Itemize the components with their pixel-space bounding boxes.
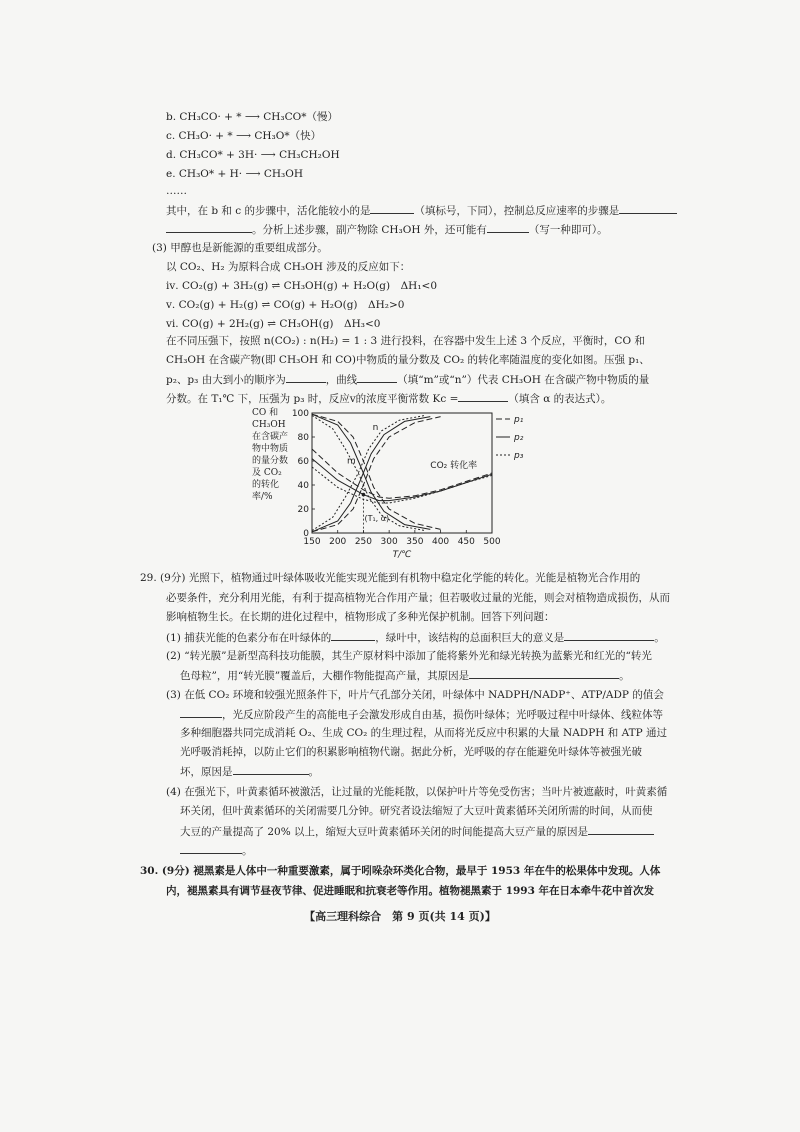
curve-label-m: m [346,456,356,467]
q29-head: 29. (9分) 光照下，植物通过叶绿体吸收光能实现光能到有机物中稳定化学能的转化。光能是植物光合作用的 [140,572,641,584]
y-tick-label: 60 [297,457,309,467]
q3-para-4 [166,391,611,406]
y-tick-label: 20 [297,505,309,515]
ellipsis: …… [166,185,187,197]
answer-blank [588,824,654,835]
q3-para-1: 在不同压强下，按照 n(CO₂) : n(H₂) = 1 : 3 进行投料，在容器中发生上述 3 个反应，平衡时，CO 和 [166,335,645,347]
answer-blank [458,391,508,402]
q29-sub3-c: 多种细胞器共同完成消耗 O₂、生成 CO₂ 的生理过程，从而将光反应中积累的大量 NADPH 和 ATP 通过 [180,727,668,739]
q29-sub3-b [180,707,663,722]
series-line [312,414,430,529]
period: 。 [242,845,253,857]
y-tick-label: 80 [297,433,309,443]
q2-text-b: （填标号，下同），控制总反应速率的步骤是 [414,205,620,217]
legend-label: p₂ [514,433,524,443]
q29-sub2-b [180,668,630,683]
y-tick-label: 100 [291,409,309,419]
q29-4-text-c: 大豆的产量提高了 20% 以上，缩短大豆叶黄素循环关闭的时间能提高大豆产量的原因是 [180,826,589,838]
q3-text-a: p₂、p₃ 由大到小的顺序为 [166,374,286,386]
period: 。 [654,632,665,644]
q29-sub4-d [180,843,253,858]
step-d: d. CH₃CO* + 3H· ⟶ CH₃CH₂OH [166,149,340,161]
answer-blank [469,668,619,679]
q29-3-text-b: ，光反应阶段产生的高能电子会激发形成自由基，损伤叶绿体；光呼吸过程中叶绿体、线粒体等 [222,709,663,721]
q29-sub3-e [180,764,319,779]
q29-3-text-e: 坏，原因是 [180,766,233,778]
answer-blank [370,203,414,214]
x-tick-label: 250 [354,537,373,547]
q3-text-b: ，曲线 [325,374,358,386]
answer-blank [180,707,222,718]
q29-line2: 必要条件，充分利用光能，有利于提高植物光合作用产量；但若吸收过量的光能，则会对植物造成损伤，从而 [166,592,670,604]
x-tick-label: 500 [483,537,501,547]
q30-line2: 内，褪黑素具有调节昼夜节律、促进睡眠和抗衰老等作用。植物褪黑素于 1993 年在日本牵牛花中首次发 [166,885,655,897]
q29-sub4-a: (4) 在强光下，叶黄素循环被激活，让过量的光能耗散，以保护叶片等免受伤害；当叶片被遮蔽时，叶黄素循 [166,786,668,798]
series-line [312,449,492,498]
x-tick-label: 450 [457,537,475,547]
q29-sub4-b: 环关闭，但叶黄素循环的关闭需要几分钟。研究者设法缩短了大豆叶黄素循环关闭所需的时间，从而使 [180,805,653,817]
step-e: e. CH₃O* + H· ⟶ CH₃OH [166,168,304,180]
q29-sub2-a: (2) “转光膜”是新型高科技功能膜，其生产原材料中添加了能将紫外光和绿光转换为蓝紫光和红光的“转光 [166,650,652,662]
answer-blank [286,372,326,383]
q29-sub1 [166,630,665,645]
q3-text-d: 分数。在 T₁℃ 下，压强为 p₃ 时，反应ⅴ的浓度平衡常数 Kc = [166,393,459,405]
reaction-vi: ⅵ. CO(g) + 2H₂(g) ⇌ CH₃OH(g) ΔH₃<0 [166,318,381,330]
q3-text-e: （填含 α 的表达式）。 [508,393,612,405]
q2-text-d: （写一种即可）。 [528,224,608,236]
q29-2-text-b: 色母粒”，用“转光膜”覆盖后，大棚作物能提高产量，其原因是 [180,670,470,682]
q29-line3: 影响植物生长。在长期的进化过程中，植物形成了多种光保护机制。回答下列问题： [166,611,555,623]
period: 。 [619,670,630,682]
step-c: c. CH₃O· + * ⟶ CH₃O*（快） [166,130,322,142]
x-tick-label: 200 [329,537,347,547]
answer-blank [357,372,397,383]
page-footer: 【高三理科综合 第 9 页(共 14 页)】 [304,910,496,923]
answer-blank [180,843,242,854]
q29-sub4-c [180,824,654,839]
series-line [312,467,492,503]
q29-1-text-a: (1) 捕获光能的色素分布在叶绿体的 [166,632,332,644]
x-axis-label: T/℃ [392,550,412,560]
x-tick-label: 300 [380,537,398,547]
legend-label: p₁ [514,415,524,425]
answer-blank [619,203,677,214]
q2-text-c: 。分析上述步骤，副产物除 CH₃OH 外，还可能有 [252,224,487,236]
q3-text-c: （填“m”或“n”）代表 CH₃OH 在含碳产物中物质的量 [397,374,650,386]
point-label: (T₁, α) [364,514,390,523]
q30-line1: 30. (9分) 褪黑素是人体中一种重要激素，属于吲哚杂环类化合物，最早于 1953 年在牛的松果体中发现。人体 [140,865,661,877]
answer-blank [233,764,309,775]
legend-label: p₃ [514,451,524,461]
q2-line1 [166,203,677,218]
step-b: b. CH₃CO· + * ⟶ CH₃CO*（慢） [166,111,339,123]
q2-text-a: 其中，在 b 和 c 的步骤中，活化能较小的是 [166,205,371,217]
plot-frame [312,413,492,533]
y-tick-label: 0 [303,529,309,539]
chart-figure [252,405,552,565]
period: 。 [308,766,319,778]
answer-blank [331,630,375,641]
q29-sub3-a: (3) 在低 CO₂ 环境和较强光照条件下，叶片气孔部分关闭，叶绿体中 NADPH/NADP⁺、ATP/ADP 的值会 [166,689,664,701]
q3-title: (3) 甲醇也是新能源的重要组成部分。 [152,242,328,254]
q3-intro: 以 CO₂、H₂ 为原料合成 CH₃OH 涉及的反应如下： [166,261,411,273]
q3-para-3 [166,372,649,387]
reaction-iv: ⅳ. CO₂(g) + 3H₂(g) ⇌ CH₃OH(g) + H₂O(g) ΔH₁<0 [166,280,438,292]
answer-blank [487,222,529,233]
curve-label-co2: CO₂ 转化率 [430,461,478,472]
chart-y-label: CO 和 CH₃OH 在含碳产物中物质的量分数及 CO₂ 的转化率/% [252,408,289,502]
y-tick-label: 40 [297,481,309,491]
answer-blank [166,222,252,233]
curve-label-n: n [372,422,379,433]
q29-1-text-b: ，绿叶中，该结构的总面积巨大的意义是 [375,632,565,644]
q29-sub3-d: 光呼吸消耗掉，以防止它们的积累影响植物代谢。据此分析，光呼吸的存在能避免叶绿体等被强光破 [180,746,642,758]
point-marker [362,493,366,497]
q2-line2 [166,222,608,237]
answer-blank [564,630,654,641]
x-tick-label: 400 [431,537,450,547]
chart-svg [252,405,552,565]
reaction-v: ⅴ. CO₂(g) + H₂(g) ⇌ CO(g) + H₂O(g) ΔH₂>0 [166,299,405,311]
x-tick-label: 150 [303,537,321,547]
q3-para-2: CH₃OH 在含碳产物(即 CH₃OH 和 CO)中物质的量分数及 CO₂ 的转化率随温度的变化如图。压强 p₁、 [166,354,650,366]
x-tick-label: 350 [406,537,424,547]
